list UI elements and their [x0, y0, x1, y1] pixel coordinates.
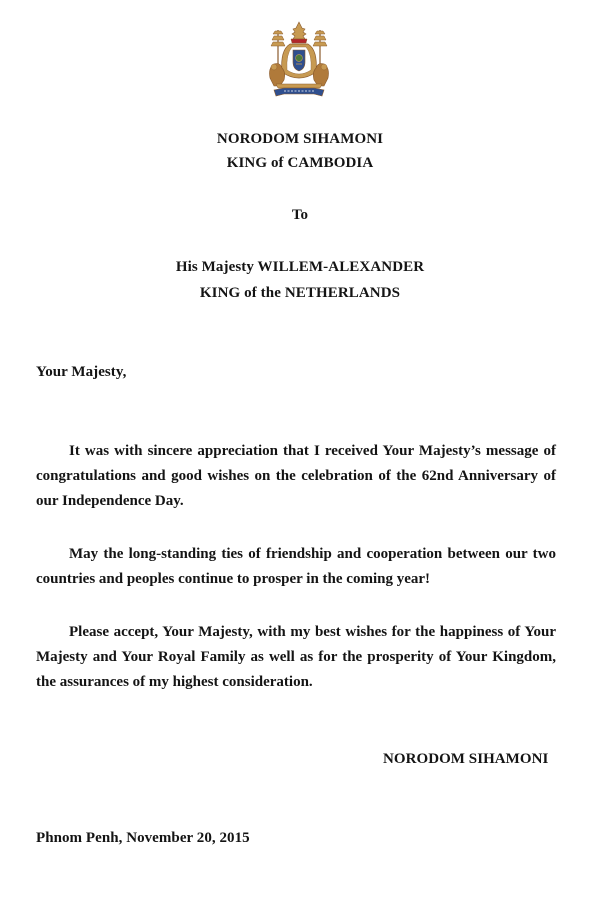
- recipient-title: KING of the NETHERLANDS: [199, 285, 401, 301]
- to-label: To: [291, 207, 309, 223]
- body-paragraph-2: May the long-standing ties of friendship and cooperation between our two countries and peoples continue to prosper in the coming year!: [36, 546, 556, 587]
- recipient-name: His Majesty WILLEM-ALEXANDER: [175, 259, 425, 275]
- sender-title: KING of CAMBODIA: [226, 155, 374, 171]
- royal-coat-of-arms-icon: [262, 20, 336, 98]
- sender-name: NORODOM SIHAMONI: [216, 131, 384, 147]
- place-date: Phnom Penh, November 20, 2015: [36, 830, 250, 846]
- body-paragraph-1: It was with sincere appreciation that I received Your Majesty’s message of congratulations and good wishes on the celebration of the 62nd Anniversary of our Independence Day.: [36, 443, 556, 509]
- signature: NORODOM SIHAMONI: [383, 751, 549, 767]
- body-paragraph-3: Please accept, Your Majesty, with my best wishes for the happiness of Your Majesty and Your Royal Family as well as for the prosperity of Your Kingdom, the assurances of my highest consideration.: [36, 624, 556, 690]
- salutation: Your Majesty,: [36, 364, 127, 380]
